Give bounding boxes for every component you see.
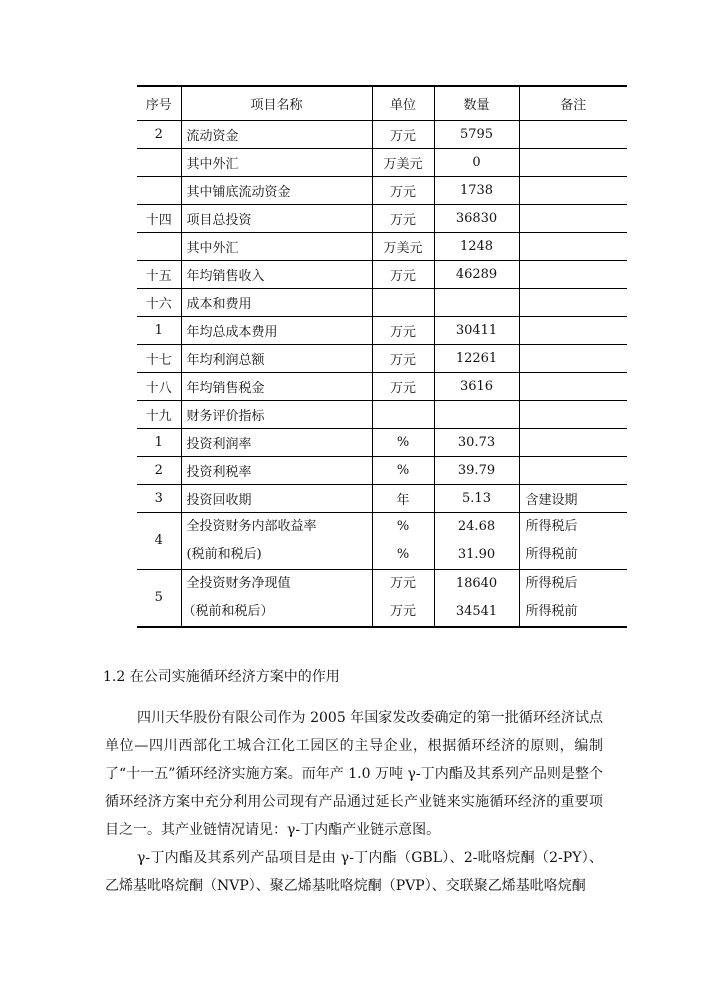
cell-note — [519, 512, 627, 569]
cell-seq: 十九 — [137, 400, 181, 428]
cell-unit — [372, 288, 434, 316]
cell-name: 其中外汇 — [181, 232, 372, 260]
cell-qty — [434, 569, 519, 627]
cell-unit-line1: 万元 — [389, 575, 416, 591]
cell-name-line2: (税前和税后) — [186, 546, 262, 562]
table-row — [137, 569, 627, 627]
cell-seq: 1 — [137, 316, 181, 344]
cell-name: 财务评价指标 — [181, 400, 372, 428]
cell-name: 年均销售税金 — [181, 372, 372, 400]
cell-seq: 十八 — [137, 372, 181, 400]
cell-name: 其中外汇 — [181, 148, 372, 176]
cell-note — [519, 260, 627, 288]
table-row — [137, 120, 627, 148]
cell-qty-line2: 31.90 — [457, 546, 496, 562]
cell-note — [519, 316, 627, 344]
cell-name: 成本和费用 — [181, 288, 372, 316]
cell-qty-line1: 24.68 — [457, 518, 496, 534]
section-title: 1.2 在公司实施循环经济方案中的作用 — [103, 669, 340, 685]
paragraph-1 — [105, 704, 603, 844]
cell-qty: 12261 — [434, 344, 519, 372]
table-row — [137, 372, 627, 400]
header-qty: 数量 — [434, 86, 519, 120]
cell-seq: 3 — [137, 484, 181, 512]
cell-note — [519, 288, 627, 316]
cell-seq — [137, 176, 181, 204]
cell-qty-line1: 18640 — [455, 575, 498, 591]
cell-seq: 2 — [137, 456, 181, 484]
cell-name: 投资利润率 — [181, 428, 372, 456]
paragraph-2 — [105, 844, 603, 900]
cell-name: 年均利润总额 — [181, 344, 372, 372]
cell-qty — [434, 288, 519, 316]
project-data-table — [137, 85, 627, 628]
table-row — [137, 176, 627, 204]
cell-note — [519, 204, 627, 232]
cell-qty: 46289 — [434, 260, 519, 288]
cell-unit-line1: % — [396, 518, 410, 534]
cell-note — [519, 372, 627, 400]
cell-note — [519, 400, 627, 428]
table-row — [137, 484, 627, 512]
cell-note — [519, 344, 627, 372]
cell-qty: 3616 — [434, 372, 519, 400]
cell-note — [519, 120, 627, 148]
cell-name-line2: （税前和税后） — [182, 603, 274, 619]
cell-unit: 万元 — [372, 260, 434, 288]
cell-seq — [137, 232, 181, 260]
table-header-row — [137, 86, 627, 120]
table-row — [137, 512, 627, 569]
cell-qty: 30.73 — [434, 428, 519, 456]
cell-qty-line2: 34541 — [455, 603, 498, 619]
cell-seq: 2 — [137, 120, 181, 148]
table-row — [137, 428, 627, 456]
table-row — [137, 400, 627, 428]
cell-seq: 1 — [137, 428, 181, 456]
cell-seq: 十五 — [137, 260, 181, 288]
cell-unit: 万元 — [372, 316, 434, 344]
cell-qty: 1248 — [434, 232, 519, 260]
cell-note — [519, 176, 627, 204]
cell-seq: 十六 — [137, 288, 181, 316]
cell-note — [519, 428, 627, 456]
cell-note-line1: 所得税后 — [525, 575, 578, 591]
table-row — [137, 260, 627, 288]
cell-note — [519, 148, 627, 176]
cell-note-line2: 所得税前 — [525, 603, 578, 619]
cell-unit-line2: 万元 — [389, 603, 416, 619]
table-row — [137, 344, 627, 372]
cell-name: 年均销售收入 — [181, 260, 372, 288]
paragraph-2-text: γ-丁内酯及其系列产品项目是由 γ-丁内酯（GBL）、2-吡咯烷酮（2-PY）、乙烯基吡咯烷酮（NVP）、聚乙烯基吡咯烷酮（PVP）、交联聚乙烯基吡咯烷酮 — [105, 850, 603, 894]
cell-unit: 万美元 — [372, 148, 434, 176]
cell-qty: 5795 — [434, 120, 519, 148]
cell-name — [181, 569, 372, 627]
cell-unit — [372, 569, 434, 627]
table-row — [137, 204, 627, 232]
table-row — [137, 456, 627, 484]
cell-qty: 5.13 — [434, 484, 519, 512]
cell-name-line1: 全投资财务净现值 — [186, 575, 291, 591]
cell-name: 年均总成本费用 — [181, 316, 372, 344]
cell-unit: 万元 — [372, 120, 434, 148]
paragraph-1-text: 四川天华股份有限公司作为 2005 年国家发改委确定的第一批循环经济试点单位—四川西部化工城合江化工园区的主导企业，根据循环经济的原则，编制了“十一五”循环经济实施方案。而年产 1.0 万吨 γ-丁内酯及其系列产品则是整个循环经济方案中充分利用公司现有产品通过延长产业链来实施循环经济的重要项目之一。其产业链情况请见：γ-丁内酯产业链示意图。 — [105, 710, 603, 838]
header-unit: 单位 — [372, 86, 434, 120]
cell-seq: 4 — [137, 512, 181, 569]
table-row — [137, 316, 627, 344]
cell-seq — [137, 148, 181, 176]
cell-name: 投资回收期 — [181, 484, 372, 512]
cell-unit: 年 — [372, 484, 434, 512]
cell-unit — [372, 400, 434, 428]
header-name: 项目名称 — [181, 86, 372, 120]
cell-note-line1: 所得税后 — [525, 518, 578, 534]
cell-qty: 30411 — [434, 316, 519, 344]
cell-qty: 36830 — [434, 204, 519, 232]
cell-unit: 万元 — [372, 344, 434, 372]
header-note: 备注 — [519, 86, 627, 120]
cell-note — [519, 232, 627, 260]
cell-unit: % — [372, 456, 434, 484]
cell-unit — [372, 512, 434, 569]
table-row — [137, 288, 627, 316]
cell-note — [519, 569, 627, 627]
cell-qty — [434, 400, 519, 428]
cell-seq: 十七 — [137, 344, 181, 372]
cell-qty: 39.79 — [434, 456, 519, 484]
cell-name: 投资利税率 — [181, 456, 372, 484]
cell-note-line2: 所得税前 — [525, 546, 578, 562]
cell-seq: 十四 — [137, 204, 181, 232]
cell-seq: 5 — [137, 569, 181, 627]
cell-qty: 1738 — [434, 176, 519, 204]
table-row — [137, 232, 627, 260]
cell-qty — [434, 512, 519, 569]
cell-unit: 万美元 — [372, 232, 434, 260]
cell-note: 含建设期 — [519, 484, 627, 512]
cell-note — [519, 456, 627, 484]
cell-unit-line2: % — [396, 546, 410, 562]
cell-unit: % — [372, 428, 434, 456]
cell-name: 其中铺底流动资金 — [181, 176, 372, 204]
header-seq: 序号 — [137, 86, 181, 120]
cell-name — [181, 512, 372, 569]
cell-name: 项目总投资 — [181, 204, 372, 232]
cell-unit: 万元 — [372, 204, 434, 232]
table-row — [137, 148, 627, 176]
cell-name: 流动资金 — [181, 120, 372, 148]
cell-unit: 万元 — [372, 176, 434, 204]
cell-name-line1: 全投资财务内部收益率 — [186, 518, 317, 534]
cell-qty: 0 — [434, 148, 519, 176]
cell-unit: 万元 — [372, 372, 434, 400]
